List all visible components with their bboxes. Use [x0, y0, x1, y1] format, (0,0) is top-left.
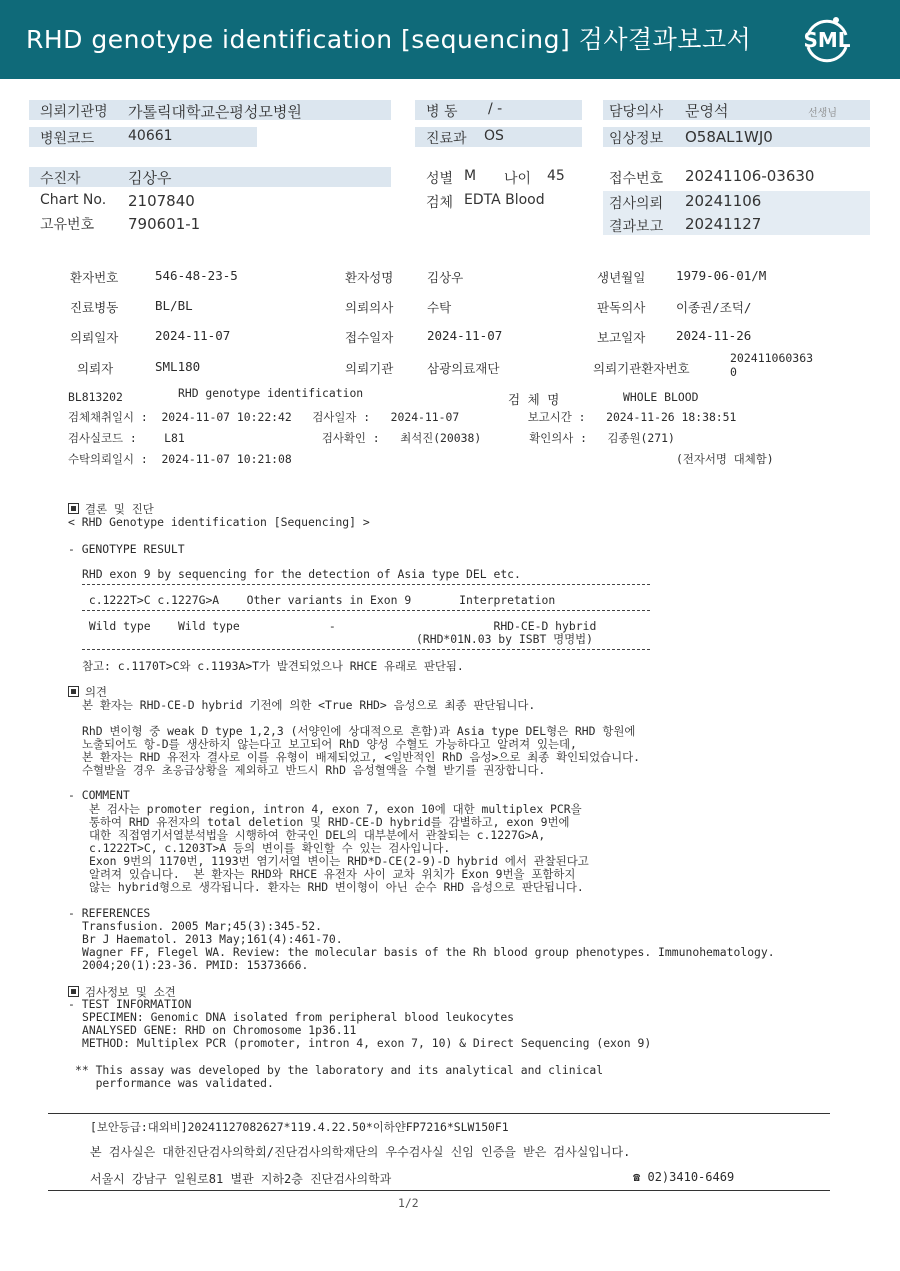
comment-line: 대한 직접염기서열분석법을 시행하여 한국인 DEL의 대부분에서 관찰되는 c.1227G>A,	[89, 828, 546, 842]
genotype-title: - GENOTYPE RESULT	[68, 542, 185, 556]
lab-value: 2024-11-07	[155, 328, 231, 343]
lab-label: 의뢰기관	[345, 361, 394, 376]
sex-label: 성별	[426, 171, 454, 187]
testinfo-line: METHOD: Multiplex PCR (promoter, intron 4, exon 7, 10) & Direct Sequencing (exon 9)	[82, 1036, 652, 1050]
test-name: RHD genotype identification	[178, 386, 364, 400]
reference-line: Br J Haematol. 2013 May;161(4):461-70.	[82, 932, 343, 946]
meta-line: 검체채취일시 : 2024-11-07 10:22:42 검사일자 : 2024-11-07 보고시간 : 2024-11-26 18:38:51	[68, 410, 737, 424]
lab-value: 202411060363	[730, 351, 814, 365]
patient-value: 김상우	[128, 169, 172, 187]
ward-label: 병 동	[426, 104, 458, 120]
genotype-note: 참고: c.1170T>C와 c.1193A>T가 발견되었으나 RHCE 유래로 판단됨.	[82, 659, 464, 673]
genotype-table-header: c.1222T>C c.1227G>A Other variants in Exon 9 Interpretation	[82, 593, 556, 607]
lab-value: 1979-06-01/M	[676, 268, 767, 283]
opinion-line: RhD 변이형 중 weak D type 1,2,3 (서양인에 상대적으로 흔함)과 Asia type DEL형은 RHD 항원에	[82, 724, 636, 738]
assay-note: performance was validated.	[75, 1076, 274, 1090]
specimen-name-label: 검 체 명	[508, 392, 560, 407]
chart-value: 2107840	[128, 192, 195, 210]
lab-label: 의뢰자	[77, 361, 114, 376]
assay-note: ** This assay was developed by the laboratory and its analytical and clinical	[75, 1063, 604, 1077]
phone-line: ☎ 02)3410-6469	[633, 1170, 735, 1184]
hospital-code-value: 40661	[128, 128, 173, 144]
genotype-table-row: Wild type Wild type - RHD-CE-D hybrid	[82, 619, 597, 633]
opinion-line: 노출되어도 항-D를 생산하지 않는다고 보고되어 RhD 양성 수혈도 가능하다고 알려져 있는데,	[82, 737, 577, 751]
security-line: [보안등급:대외비]20241127082627*119.4.22.50*이하얀FP7216*SLW150F1	[90, 1120, 509, 1134]
request-value: 20241106	[685, 192, 762, 210]
reference-line: Transfusion. 2005 Mar;45(3):345-52.	[82, 919, 323, 933]
info-bar	[29, 167, 391, 187]
lab-label: 환자번호	[70, 270, 119, 285]
specimen-name-value: WHOLE BLOOD	[623, 390, 699, 404]
testinfo-subtitle: - TEST INFORMATION	[68, 997, 192, 1011]
doctor-label: 담당의사	[609, 104, 664, 120]
chart-label: Chart No.	[40, 192, 107, 208]
lab-value: 2024-11-07	[427, 328, 503, 343]
report-header	[0, 0, 900, 79]
section-conclusion-title: 결론 및 진단	[68, 501, 154, 517]
reference-line: Wagner FF, Flegel WA. Review: the molecular basis of the Rh blood group phenotypes. Immunohematology.	[82, 945, 775, 959]
age-value: 45	[547, 168, 565, 184]
comment-line: Exon 9번의 1170번, 1193번 염기서열 변이는 RHD*D-CE(2-9)-D hybrid 에서 관찰된다고	[89, 854, 589, 868]
meta-line: 수탁의뢰일시 : 2024-11-07 10:21:08	[68, 452, 292, 466]
testinfo-line: SPECIMEN: Genomic DNA isolated from peripheral blood leukocytes	[82, 1010, 515, 1024]
age-label: 나이	[504, 171, 532, 187]
page-number: 1/2	[398, 1196, 419, 1210]
comment-line: 알려져 있습니다. 본 환자는 RHD와 RHCE 유전자 사이 교차 위치가 Exon 9번을 포함하지	[89, 867, 576, 881]
certification-line: 본 검사실은 대한진단검사의학회/진단검사의학재단의 우수검사실 신임 인증을 받은 검사실입니다.	[90, 1145, 631, 1159]
report-title: RHD genotype identification [sequencing] 검사결과보고서	[26, 25, 752, 54]
receipt-value: 20241106-03630	[685, 167, 815, 185]
lab-label: 보고일자	[597, 330, 646, 345]
section-testinfo-title: 검사정보 및 소견	[68, 984, 176, 1000]
reference-line: 2004;20(1):23-36. PMID: 15373666.	[82, 958, 309, 972]
lab-value: 수탁	[427, 300, 452, 315]
address-line: 서울시 강남구 일원로81 별관 지하2층 진단검사의학과	[90, 1172, 392, 1186]
lab-label: 의뢰의사	[345, 300, 394, 315]
request-label: 검사의뢰	[609, 196, 664, 212]
lab-label: 환자성명	[345, 270, 394, 285]
lab-value: 0	[730, 365, 737, 379]
lab-label: 의뢰일자	[70, 330, 119, 345]
e-signature-note: (전자서명 대체함)	[676, 452, 774, 466]
genotype-desc: RHD exon 9 by sequencing for the detection of Asia type DEL etc.	[82, 567, 521, 581]
lab-label: 생년월일	[597, 270, 646, 285]
patient-label: 수진자	[40, 171, 81, 187]
table-divider	[82, 610, 650, 611]
doctor-suffix: 선생님	[808, 108, 837, 119]
lab-label: 의뢰기관환자번호	[593, 361, 690, 376]
lab-value: 546-48-23-5	[155, 268, 238, 283]
unique-value: 790601-1	[128, 215, 201, 233]
square-bullet-icon	[68, 986, 79, 997]
report-label: 결과보고	[609, 219, 664, 235]
table-divider	[82, 649, 650, 650]
comment-line: 본 검사는 promoter region, intron 4, exon 7, exon 10에 대한 multiplex PCR을	[89, 802, 582, 816]
square-bullet-icon	[68, 686, 79, 697]
comment-line: c.1222T>C, c.1203T>A 등의 변이를 확인할 수 있는 검사입니다.	[89, 841, 451, 855]
sex-value: M	[464, 168, 477, 184]
ward-value: / -	[488, 101, 503, 117]
doctor-value: 문영석	[685, 102, 729, 120]
lab-label: 접수일자	[345, 330, 394, 345]
lab-value: 이종권/조덕/	[676, 300, 752, 315]
clinical-label: 임상정보	[609, 131, 664, 147]
dept-label: 진료과	[426, 131, 467, 147]
unique-label: 고유번호	[40, 217, 95, 233]
testinfo-line: ANALYSED GENE: RHD on Chromosome 1p36.11	[82, 1023, 357, 1037]
opinion-line: 수혈받을 경우 초응급상황을 제외하고 반드시 RhD 음성혈액을 수혈 받기를 권장합니다.	[82, 763, 546, 777]
sml-logo: SML	[800, 13, 854, 67]
references-title: - REFERENCES	[68, 906, 151, 920]
lab-value: BL/BL	[155, 298, 193, 313]
lab-value: 삼광의료재단	[427, 361, 500, 376]
lab-value: 2024-11-26	[676, 328, 752, 343]
dept-value: OS	[484, 128, 504, 144]
genotype-table-row-isbt: (RHD*01N.03 by ISBT 명명법)	[416, 632, 594, 646]
report-value: 20241127	[685, 215, 762, 233]
table-divider	[82, 584, 650, 585]
specimen-label: 검체	[426, 195, 454, 211]
institution-label: 의뢰기관명	[40, 104, 108, 120]
institution-value: 가톨릭대학교은평성모병원	[128, 103, 302, 121]
comment-line: 않는 hybrid형으로 생각됩니다. 환자는 RHD 변이형이 아닌 순수 RHD 음성으로 판단됩니다.	[89, 880, 584, 894]
clinical-value: O58AL1WJ0	[685, 128, 773, 146]
conclusion-subtitle: < RHD Genotype identification [Sequencing] >	[68, 515, 370, 529]
lab-value: SML180	[155, 359, 201, 374]
footer-divider	[48, 1113, 830, 1114]
lab-value: 김상우	[427, 270, 464, 285]
lab-label: 진료병동	[70, 300, 119, 315]
comment-line: 통하여 RHD 유전자의 total deletion 및 RHD-CE-D hybrid를 감별하고, exon 9번에	[89, 815, 570, 829]
specimen-value: EDTA Blood	[464, 192, 545, 208]
hospital-code-label: 병원코드	[40, 131, 95, 147]
phone-icon: ☎	[633, 1170, 641, 1184]
square-bullet-icon	[68, 503, 79, 514]
opinion-line: 본 환자는 RHD 유전자 결사로 이를 유형이 배제되었고, <일반적인 RhD 음성>으로 최종 확인되었습니다.	[82, 750, 640, 764]
section-opinion-title: 의견	[68, 684, 107, 700]
opinion-line: 본 환자는 RHD-CE-D hybrid 기전에 의한 <True RHD> 음성으로 최종 판단됩니다.	[82, 698, 536, 712]
receipt-label: 접수번호	[609, 171, 664, 187]
lab-label: 판독의사	[597, 300, 646, 315]
footer-divider	[48, 1190, 830, 1191]
test-code: BL813202	[68, 390, 123, 404]
comment-title: - COMMENT	[68, 788, 130, 802]
meta-line: 검사실코드 : L81 검사확인 : 최석진(20038) 확인의사 : 김종원(271)	[68, 431, 675, 445]
